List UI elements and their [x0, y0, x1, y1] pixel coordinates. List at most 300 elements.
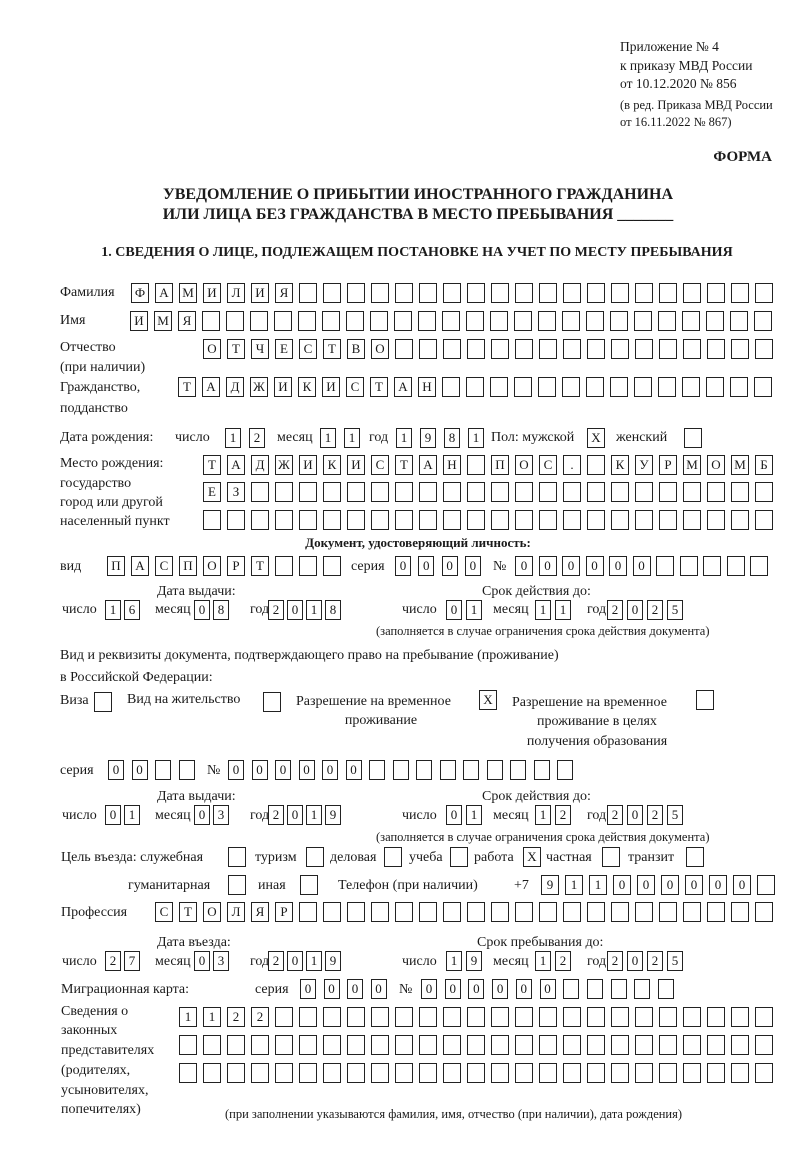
cell[interactable]: Я: [251, 902, 269, 922]
cell[interactable]: [299, 1035, 317, 1055]
cell[interactable]: [587, 339, 605, 359]
cell[interactable]: [611, 510, 629, 530]
cell[interactable]: [610, 377, 628, 397]
cell[interactable]: [491, 339, 509, 359]
cell[interactable]: Н: [443, 455, 461, 475]
cell[interactable]: 0: [287, 805, 303, 825]
cell[interactable]: [467, 1063, 485, 1083]
cell[interactable]: И: [322, 377, 340, 397]
cell[interactable]: [202, 311, 220, 331]
cell[interactable]: П: [179, 556, 197, 576]
cell[interactable]: [94, 692, 112, 712]
cell[interactable]: [731, 510, 749, 530]
cell[interactable]: Я: [178, 311, 196, 331]
cell[interactable]: Ж: [250, 377, 268, 397]
cell[interactable]: 0: [586, 556, 604, 576]
cell[interactable]: [371, 283, 389, 303]
cell[interactable]: С: [155, 902, 173, 922]
cell[interactable]: [539, 1007, 557, 1027]
cell[interactable]: 0: [132, 760, 148, 780]
cell[interactable]: [251, 1063, 269, 1083]
cell[interactable]: 6: [124, 600, 140, 620]
cell[interactable]: 1: [589, 875, 607, 895]
cell[interactable]: [227, 1063, 245, 1083]
cell[interactable]: [299, 1007, 317, 1027]
cell[interactable]: [587, 482, 605, 502]
cell[interactable]: [299, 482, 317, 502]
cell[interactable]: [563, 339, 581, 359]
cell[interactable]: 1: [306, 951, 322, 971]
cell[interactable]: [515, 1063, 533, 1083]
cell[interactable]: [323, 1035, 341, 1055]
cell[interactable]: [586, 377, 604, 397]
cell[interactable]: [323, 482, 341, 502]
cell[interactable]: [419, 1063, 437, 1083]
cell[interactable]: X: [523, 847, 541, 867]
cell[interactable]: [323, 902, 341, 922]
cell[interactable]: [515, 1035, 533, 1055]
cell[interactable]: [490, 311, 508, 331]
cell[interactable]: Ф: [131, 283, 149, 303]
cell[interactable]: [306, 847, 324, 867]
cell[interactable]: 0: [468, 979, 484, 999]
cell[interactable]: [371, 482, 389, 502]
cell[interactable]: 0: [685, 875, 703, 895]
cell[interactable]: [179, 760, 195, 780]
cell[interactable]: С: [371, 455, 389, 475]
cell[interactable]: [228, 875, 246, 895]
cell[interactable]: [635, 1007, 653, 1027]
cell[interactable]: 0: [446, 600, 462, 620]
cell[interactable]: [683, 482, 701, 502]
cell[interactable]: [443, 510, 461, 530]
cell[interactable]: 0: [194, 805, 210, 825]
cell[interactable]: [346, 311, 364, 331]
cell[interactable]: [635, 283, 653, 303]
cell[interactable]: [683, 1035, 701, 1055]
cell[interactable]: [515, 510, 533, 530]
cell[interactable]: [634, 377, 652, 397]
cell[interactable]: [491, 510, 509, 530]
cell[interactable]: В: [347, 339, 365, 359]
cell[interactable]: [515, 1007, 533, 1027]
cell[interactable]: [203, 1063, 221, 1083]
cell[interactable]: [467, 510, 485, 530]
cell[interactable]: [587, 1007, 605, 1027]
cell[interactable]: 1: [179, 1007, 197, 1027]
cell[interactable]: [393, 760, 409, 780]
cell[interactable]: О: [203, 902, 221, 922]
cell[interactable]: А: [202, 377, 220, 397]
cell[interactable]: [395, 1063, 413, 1083]
cell[interactable]: [635, 902, 653, 922]
cell[interactable]: [731, 283, 749, 303]
cell[interactable]: [635, 339, 653, 359]
cell[interactable]: [659, 1007, 677, 1027]
cell[interactable]: [563, 1035, 581, 1055]
cell[interactable]: [514, 377, 532, 397]
cell[interactable]: [727, 556, 745, 576]
cell[interactable]: [707, 902, 725, 922]
cell[interactable]: 1: [124, 805, 140, 825]
cell[interactable]: [442, 377, 460, 397]
cell[interactable]: 0: [445, 979, 461, 999]
cell[interactable]: 0: [228, 760, 244, 780]
cell[interactable]: 0: [421, 979, 437, 999]
cell[interactable]: [586, 311, 604, 331]
cell[interactable]: [419, 1035, 437, 1055]
cell[interactable]: Е: [203, 482, 221, 502]
cell[interactable]: [682, 311, 700, 331]
cell[interactable]: А: [394, 377, 412, 397]
cell[interactable]: 9: [466, 951, 482, 971]
cell[interactable]: [683, 1063, 701, 1083]
cell[interactable]: М: [179, 283, 197, 303]
cell[interactable]: [323, 556, 341, 576]
cell[interactable]: 0: [446, 805, 462, 825]
cell[interactable]: [602, 847, 620, 867]
cell[interactable]: Т: [323, 339, 341, 359]
cell[interactable]: И: [203, 283, 221, 303]
cell[interactable]: [467, 339, 485, 359]
cell[interactable]: [730, 377, 748, 397]
cell[interactable]: 2: [647, 805, 663, 825]
cell[interactable]: [467, 1007, 485, 1027]
cell[interactable]: Б: [755, 455, 773, 475]
cell[interactable]: С: [299, 339, 317, 359]
cell[interactable]: С: [539, 455, 557, 475]
cell[interactable]: [491, 1035, 509, 1055]
cell[interactable]: 2: [555, 805, 571, 825]
cell[interactable]: [611, 1035, 629, 1055]
cell[interactable]: [275, 1007, 293, 1027]
cell[interactable]: [226, 311, 244, 331]
cell[interactable]: 2: [251, 1007, 269, 1027]
cell[interactable]: Т: [178, 377, 196, 397]
cell[interactable]: 2: [555, 951, 571, 971]
cell[interactable]: 2: [268, 805, 284, 825]
cell[interactable]: [299, 1063, 317, 1083]
cell[interactable]: [731, 1007, 749, 1027]
cell[interactable]: 2: [607, 951, 623, 971]
cell[interactable]: 0: [637, 875, 655, 895]
cell[interactable]: 1: [535, 951, 551, 971]
cell[interactable]: [731, 902, 749, 922]
cell[interactable]: [659, 1035, 677, 1055]
cell[interactable]: Д: [251, 455, 269, 475]
cell[interactable]: [563, 979, 579, 999]
cell[interactable]: У: [635, 455, 653, 475]
cell[interactable]: [563, 1007, 581, 1027]
cell[interactable]: 5: [667, 600, 683, 620]
cell[interactable]: [263, 692, 281, 712]
cell[interactable]: [443, 902, 461, 922]
cell[interactable]: [562, 377, 580, 397]
cell[interactable]: [443, 339, 461, 359]
cell[interactable]: [754, 311, 772, 331]
cell[interactable]: 8: [213, 600, 229, 620]
cell[interactable]: [251, 482, 269, 502]
cell[interactable]: [634, 979, 650, 999]
cell[interactable]: [510, 760, 526, 780]
cell[interactable]: [707, 482, 725, 502]
cell[interactable]: 0: [540, 979, 556, 999]
cell[interactable]: 3: [213, 805, 229, 825]
cell[interactable]: [755, 339, 773, 359]
cell[interactable]: [659, 339, 677, 359]
cell[interactable]: [322, 311, 340, 331]
cell[interactable]: [731, 1063, 749, 1083]
cell[interactable]: Р: [275, 902, 293, 922]
cell[interactable]: 1: [565, 875, 583, 895]
cell[interactable]: П: [107, 556, 125, 576]
cell[interactable]: 1: [466, 600, 482, 620]
cell[interactable]: 0: [627, 951, 643, 971]
cell[interactable]: [587, 510, 605, 530]
cell[interactable]: П: [491, 455, 509, 475]
cell[interactable]: 0: [492, 979, 508, 999]
cell[interactable]: Т: [203, 455, 221, 475]
cell[interactable]: 9: [325, 805, 341, 825]
cell[interactable]: [323, 283, 341, 303]
cell[interactable]: [611, 1007, 629, 1027]
cell[interactable]: [251, 510, 269, 530]
cell[interactable]: З: [227, 482, 245, 502]
cell[interactable]: [155, 760, 171, 780]
cell[interactable]: [611, 283, 629, 303]
cell[interactable]: [467, 482, 485, 502]
cell[interactable]: 0: [515, 556, 533, 576]
cell[interactable]: А: [155, 283, 173, 303]
cell[interactable]: [634, 311, 652, 331]
cell[interactable]: [611, 482, 629, 502]
cell[interactable]: И: [347, 455, 365, 475]
cell[interactable]: [755, 510, 773, 530]
cell[interactable]: [658, 979, 674, 999]
cell[interactable]: [227, 1035, 245, 1055]
cell[interactable]: К: [298, 377, 316, 397]
cell[interactable]: 2: [105, 951, 121, 971]
cell[interactable]: [395, 339, 413, 359]
cell[interactable]: 0: [395, 556, 411, 576]
cell[interactable]: [730, 311, 748, 331]
cell[interactable]: 8: [325, 600, 341, 620]
cell[interactable]: 9: [541, 875, 559, 895]
cell[interactable]: [487, 760, 503, 780]
cell[interactable]: [419, 339, 437, 359]
cell[interactable]: [419, 1007, 437, 1027]
cell[interactable]: Л: [227, 283, 245, 303]
cell[interactable]: Р: [227, 556, 245, 576]
cell[interactable]: [467, 283, 485, 303]
cell[interactable]: 0: [194, 600, 210, 620]
cell[interactable]: [347, 1007, 365, 1027]
cell[interactable]: 0: [418, 556, 434, 576]
cell[interactable]: [514, 311, 532, 331]
cell[interactable]: [755, 1007, 773, 1027]
cell[interactable]: 0: [287, 600, 303, 620]
cell[interactable]: [587, 455, 605, 475]
cell[interactable]: [563, 1063, 581, 1083]
cell[interactable]: 0: [733, 875, 751, 895]
cell[interactable]: [443, 1063, 461, 1083]
cell[interactable]: [755, 1063, 773, 1083]
cell[interactable]: [563, 510, 581, 530]
cell[interactable]: [538, 311, 556, 331]
cell[interactable]: [384, 847, 402, 867]
cell[interactable]: [466, 311, 484, 331]
cell[interactable]: [635, 1035, 653, 1055]
cell[interactable]: М: [683, 455, 701, 475]
cell[interactable]: К: [611, 455, 629, 475]
cell[interactable]: [466, 377, 484, 397]
cell[interactable]: [394, 311, 412, 331]
cell[interactable]: [371, 1007, 389, 1027]
cell[interactable]: [463, 760, 479, 780]
cell[interactable]: 7: [124, 951, 140, 971]
cell[interactable]: 1: [320, 428, 336, 448]
cell[interactable]: [610, 311, 628, 331]
cell[interactable]: [395, 510, 413, 530]
cell[interactable]: [323, 1007, 341, 1027]
cell[interactable]: [755, 902, 773, 922]
cell[interactable]: [443, 1007, 461, 1027]
cell[interactable]: [680, 556, 698, 576]
cell[interactable]: 0: [252, 760, 268, 780]
cell[interactable]: [179, 1035, 197, 1055]
cell[interactable]: 0: [371, 979, 387, 999]
cell[interactable]: 0: [346, 760, 362, 780]
cell[interactable]: [418, 311, 436, 331]
cell[interactable]: [275, 1063, 293, 1083]
cell[interactable]: [515, 902, 533, 922]
cell[interactable]: [371, 1035, 389, 1055]
cell[interactable]: [707, 1007, 725, 1027]
cell[interactable]: 0: [299, 760, 315, 780]
cell[interactable]: [440, 760, 456, 780]
cell[interactable]: X: [479, 690, 497, 710]
cell[interactable]: [450, 847, 468, 867]
cell[interactable]: Е: [275, 339, 293, 359]
cell[interactable]: 9: [325, 951, 341, 971]
cell[interactable]: [491, 902, 509, 922]
cell[interactable]: [371, 510, 389, 530]
cell[interactable]: И: [251, 283, 269, 303]
cell[interactable]: [395, 283, 413, 303]
cell[interactable]: 2: [647, 951, 663, 971]
cell[interactable]: [323, 510, 341, 530]
cell[interactable]: 1: [535, 600, 551, 620]
cell[interactable]: [491, 1007, 509, 1027]
cell[interactable]: [683, 339, 701, 359]
cell[interactable]: Т: [395, 455, 413, 475]
cell[interactable]: [539, 482, 557, 502]
cell[interactable]: [707, 510, 725, 530]
cell[interactable]: Ж: [275, 455, 293, 475]
cell[interactable]: [419, 902, 437, 922]
cell[interactable]: [682, 377, 700, 397]
cell[interactable]: 0: [287, 951, 303, 971]
cell[interactable]: 2: [268, 951, 284, 971]
cell[interactable]: [299, 902, 317, 922]
cell[interactable]: [299, 556, 317, 576]
cell[interactable]: [323, 1063, 341, 1083]
cell[interactable]: [419, 510, 437, 530]
cell[interactable]: 0: [442, 556, 458, 576]
cell[interactable]: Т: [251, 556, 269, 576]
cell[interactable]: [371, 1063, 389, 1083]
cell[interactable]: [538, 377, 556, 397]
cell[interactable]: 2: [268, 600, 284, 620]
cell[interactable]: О: [515, 455, 533, 475]
cell[interactable]: [534, 760, 550, 780]
cell[interactable]: [755, 482, 773, 502]
cell[interactable]: [371, 902, 389, 922]
cell[interactable]: [658, 311, 676, 331]
cell[interactable]: 1: [203, 1007, 221, 1027]
cell[interactable]: [467, 455, 485, 475]
cell[interactable]: [369, 760, 385, 780]
cell[interactable]: 0: [661, 875, 679, 895]
cell[interactable]: [656, 556, 674, 576]
cell[interactable]: И: [130, 311, 148, 331]
cell[interactable]: 0: [300, 979, 316, 999]
cell[interactable]: 2: [227, 1007, 245, 1027]
cell[interactable]: [347, 283, 365, 303]
cell[interactable]: [684, 428, 702, 448]
cell[interactable]: [298, 311, 316, 331]
cell[interactable]: [635, 510, 653, 530]
cell[interactable]: [587, 1063, 605, 1083]
cell[interactable]: 0: [194, 951, 210, 971]
cell[interactable]: [587, 283, 605, 303]
cell[interactable]: 1: [446, 951, 462, 971]
cell[interactable]: [491, 1063, 509, 1083]
cell[interactable]: [490, 377, 508, 397]
cell[interactable]: А: [419, 455, 437, 475]
cell[interactable]: [707, 1063, 725, 1083]
cell[interactable]: 8: [444, 428, 460, 448]
cell[interactable]: 0: [105, 805, 121, 825]
cell[interactable]: [539, 339, 557, 359]
cell[interactable]: [683, 902, 701, 922]
cell[interactable]: [515, 283, 533, 303]
cell[interactable]: [416, 760, 432, 780]
cell[interactable]: [275, 510, 293, 530]
cell[interactable]: [611, 1063, 629, 1083]
cell[interactable]: 0: [627, 805, 643, 825]
cell[interactable]: [347, 1035, 365, 1055]
cell[interactable]: [707, 339, 725, 359]
cell[interactable]: [659, 1063, 677, 1083]
cell[interactable]: [443, 283, 461, 303]
cell[interactable]: [731, 1035, 749, 1055]
cell[interactable]: 1: [466, 805, 482, 825]
cell[interactable]: [703, 556, 721, 576]
cell[interactable]: .: [563, 455, 581, 475]
cell[interactable]: 0: [609, 556, 627, 576]
cell[interactable]: 0: [347, 979, 363, 999]
cell[interactable]: [275, 482, 293, 502]
cell[interactable]: И: [274, 377, 292, 397]
cell[interactable]: 5: [667, 951, 683, 971]
cell[interactable]: [706, 377, 724, 397]
cell[interactable]: [557, 760, 573, 780]
cell[interactable]: [659, 283, 677, 303]
cell[interactable]: [587, 902, 605, 922]
cell[interactable]: [562, 311, 580, 331]
cell[interactable]: Л: [227, 902, 245, 922]
